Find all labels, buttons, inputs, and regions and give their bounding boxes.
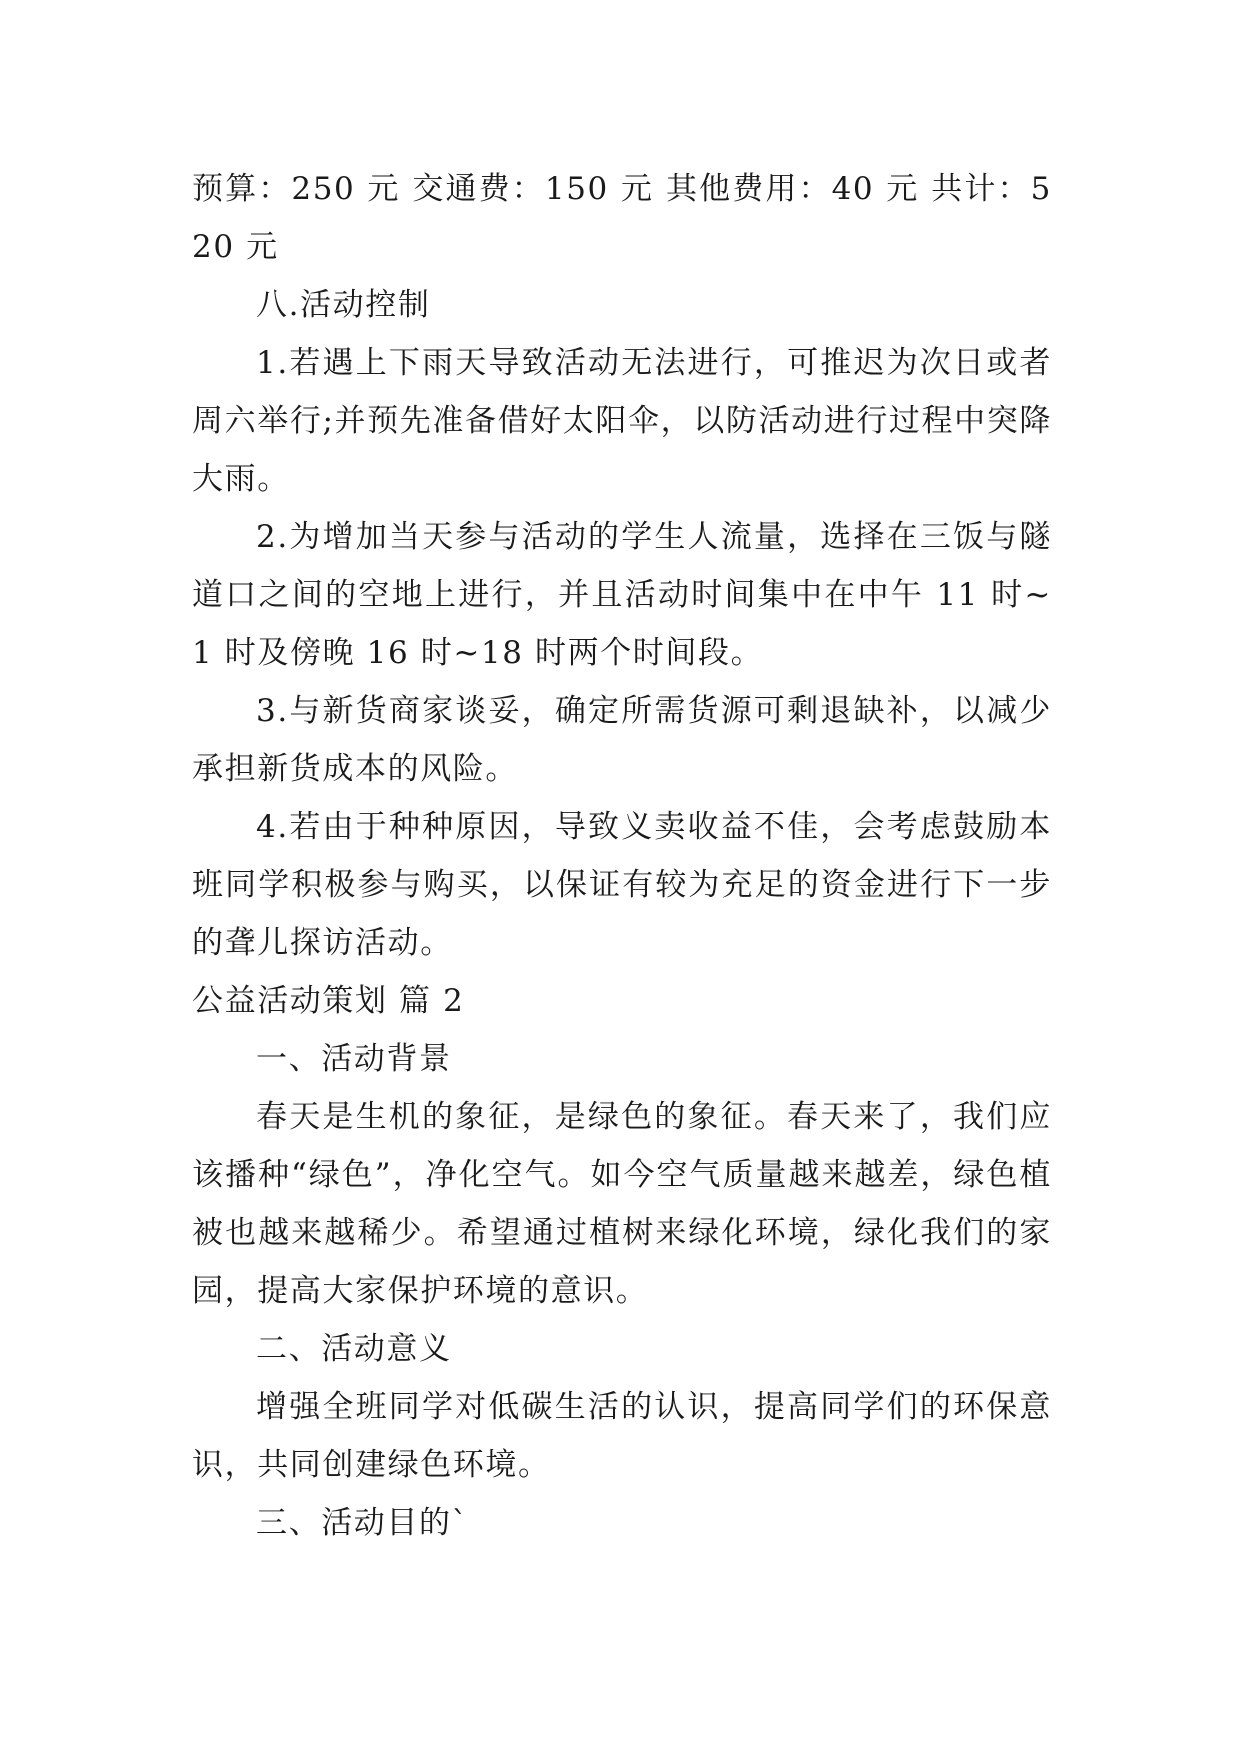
control-item-3: 3.与新货商家谈妥，确定所需货源可剩退缺补，以减少承担新货成本的风险。 — [192, 693, 1052, 787]
control-item-1: 1.若遇上下雨天导致活动无法进行，可推迟为次日或者周六举行;并预先准备借好太阳伞，以防活动进行过程中突降大雨。 — [192, 345, 1052, 497]
section-heading-background: 一、活动背景 — [256, 1041, 452, 1077]
section-heading-activity-control: 八.活动控制 — [256, 287, 431, 323]
background-paragraph: 春天是生机的象征，是绿色的象征。春天来了，我们应该播种“绿色”，净化空气。如今空气质量越来越差，绿色植被也越来越稀少。希望通过植树来绿化环境，绿化我们的家园，提高大家保护环境的意识。 — [192, 1099, 1052, 1309]
control-item-4: 4.若由于种种原因，导致义卖收益不佳，会考虑鼓励本班同学积极参与购买，以保证有较为充足的资金进行下一步的聋儿探访活动。 — [192, 809, 1052, 961]
budget-line: 预算：250 元 交通费：150 元 其他费用：40 元 共计：520 元 — [192, 171, 1052, 265]
control-item-2: 2.为增加当天参与活动的学生人流量，选择在三饭与隧道口之间的空地上进行，并且活动时间集中在中午 11 时~1 时及傍晚 16 时~18 时两个时间段。 — [192, 519, 1052, 671]
section-heading-significance: 二、活动意义 — [256, 1331, 452, 1367]
significance-paragraph: 增强全班同学对低碳生活的认识，提高同学们的环保意识，共同创建绿色环境。 — [192, 1389, 1052, 1483]
section-heading-purpose: 三、活动目的` — [256, 1505, 469, 1541]
document-body — [192, 160, 1052, 1552]
article-title: 公益活动策划 篇 2 — [192, 983, 465, 1019]
